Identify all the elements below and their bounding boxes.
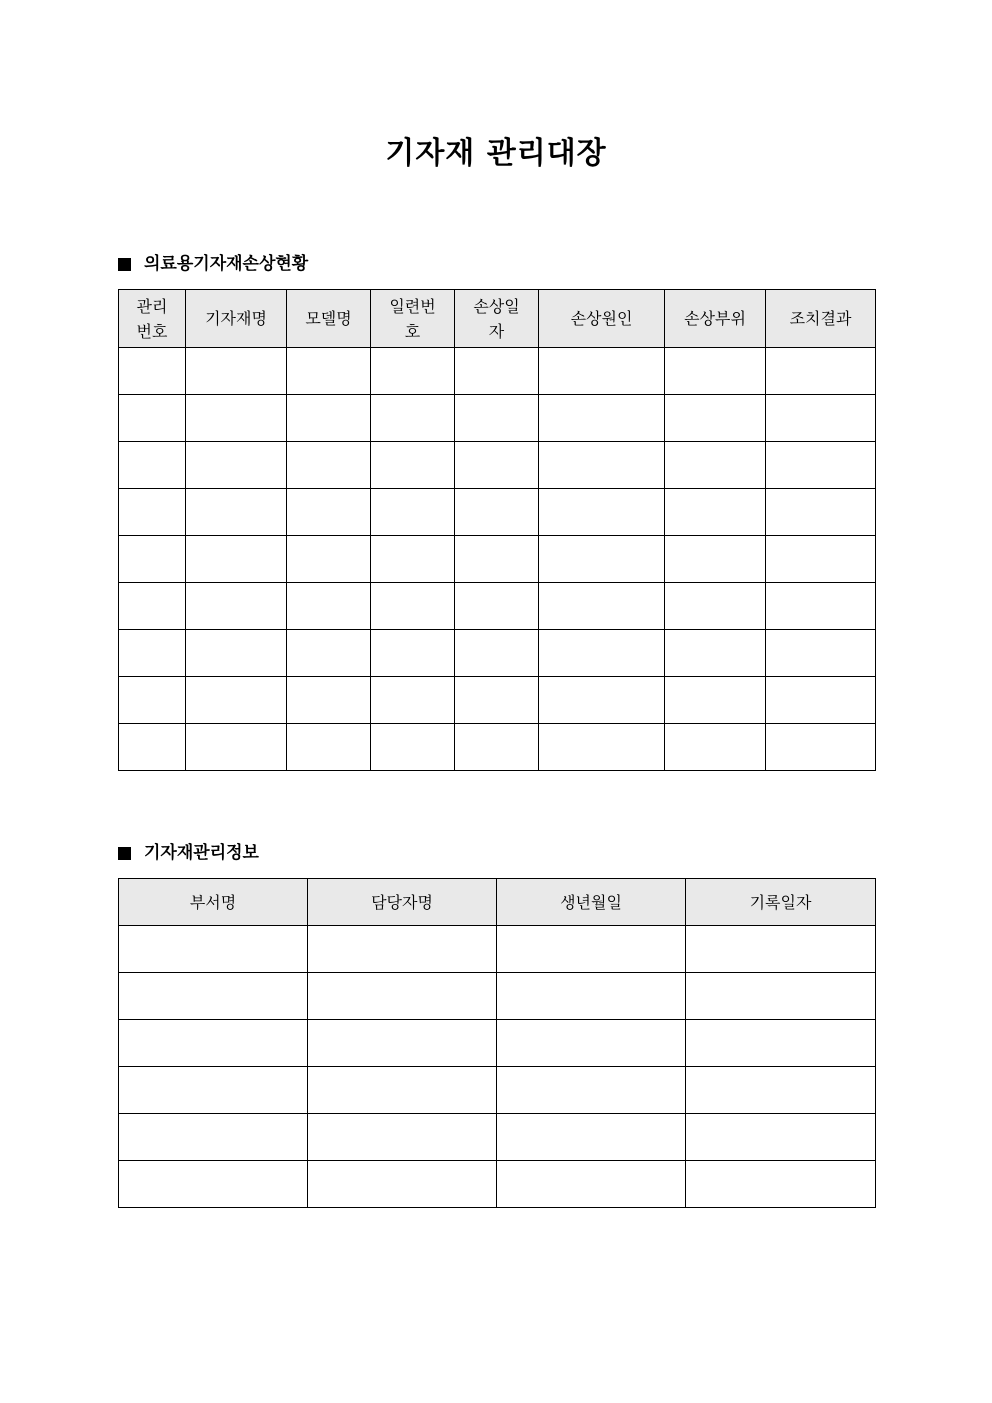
table-cell-empty[interactable] [497,1067,686,1114]
column-header-damage-part [665,290,766,348]
table-cell-empty[interactable] [119,536,186,583]
column-header-line: 관리 [136,296,168,316]
table-cell-empty[interactable] [766,442,876,489]
table-row [119,348,876,395]
table-cell-empty[interactable] [287,348,371,395]
table-cell-empty[interactable] [497,1020,686,1067]
table-cell-empty[interactable] [665,583,766,630]
column-header-record-date: 기록일자 [686,879,876,926]
table-cell-empty[interactable] [539,489,665,536]
table-header-row [119,290,876,348]
table-cell-empty[interactable] [665,442,766,489]
table-cell-empty[interactable] [119,677,186,724]
table-cell-empty[interactable] [766,489,876,536]
table-cell-empty[interactable] [455,583,539,630]
table-cell-empty[interactable] [119,1114,308,1161]
table-cell-empty[interactable] [308,973,497,1020]
column-header-line: 손상원인 [570,309,633,328]
table-row [119,630,876,677]
table-cell-empty[interactable] [539,630,665,677]
section-heading-label: 의료용기자재손상현황 [144,254,309,274]
column-header-manager-name: 담당자명 [308,879,497,926]
table-cell-empty[interactable] [686,1067,876,1114]
table-row [119,1161,876,1208]
table-cell-empty[interactable] [686,973,876,1020]
table-row [119,1114,876,1161]
table-cell-empty[interactable] [119,489,186,536]
column-header-line: 모델명 [305,309,352,328]
table-cell-empty[interactable] [665,536,766,583]
table-cell-empty[interactable] [455,536,539,583]
table-cell-empty[interactable] [287,630,371,677]
column-header-management-number [119,290,186,348]
table-cell-empty[interactable] [287,395,371,442]
column-header-damage-cause [539,290,665,348]
table-cell-empty[interactable] [455,677,539,724]
column-header-line: 자 [488,321,505,341]
table-row [119,536,876,583]
table-cell-empty[interactable] [308,1161,497,1208]
table-cell-empty[interactable] [308,1114,497,1161]
table-cell-empty[interactable] [539,583,665,630]
table-cell-empty[interactable] [686,1020,876,1067]
column-header-line: 손상부위 [684,309,746,328]
table-cell-empty[interactable] [665,724,766,771]
table-cell-empty[interactable] [539,677,665,724]
table-cell-empty[interactable] [766,583,876,630]
table-row [119,677,876,724]
column-header-line: 일련번 [389,296,436,316]
table-cell-empty[interactable] [308,1020,497,1067]
table-cell-empty[interactable] [665,489,766,536]
column-header-model-name [287,290,371,348]
table-cell-empty[interactable] [186,677,287,724]
document-title: 기자재 관리대장 [385,136,607,171]
table-row [119,724,876,771]
table-cell-empty[interactable] [497,926,686,973]
black-square-bullet-icon [118,258,131,271]
table-cell-empty[interactable] [766,536,876,583]
table-cell-empty[interactable] [539,395,665,442]
table-cell-empty[interactable] [371,442,455,489]
table-cell-empty[interactable] [119,1161,308,1208]
table-cell-empty[interactable] [371,348,455,395]
table-row [119,442,876,489]
table-cell-empty[interactable] [455,630,539,677]
table-cell-empty[interactable] [287,489,371,536]
table-cell-empty[interactable] [539,348,665,395]
table-row [119,926,876,973]
table-cell-empty[interactable] [539,724,665,771]
column-header-line: 조치결과 [789,309,852,328]
column-header-equipment-name [186,290,287,348]
table-cell-empty[interactable] [766,724,876,771]
column-header-line: 손상일 [473,296,520,316]
table-cell-empty[interactable] [186,348,287,395]
table-cell-empty[interactable] [119,973,308,1020]
table-row [119,1020,876,1067]
table-cell-empty[interactable] [186,630,287,677]
table-row [119,973,876,1020]
table-cell-empty[interactable] [455,348,539,395]
table-cell-empty[interactable] [497,973,686,1020]
table-cell-empty[interactable] [665,677,766,724]
table-cell-empty[interactable] [371,583,455,630]
table-cell-empty[interactable] [539,536,665,583]
column-header-damage-date [455,290,539,348]
table-cell-empty[interactable] [119,724,186,771]
column-header-line: 기자재명 [205,309,267,328]
table-cell-empty[interactable] [371,489,455,536]
column-header-birth-date: 생년월일 [497,879,686,926]
table-cell-empty[interactable] [186,395,287,442]
table-cell-empty[interactable] [497,1114,686,1161]
table-cell-empty[interactable] [766,677,876,724]
table-row [119,395,876,442]
table-cell-empty[interactable] [766,630,876,677]
table-cell-empty[interactable] [686,926,876,973]
table-cell-empty[interactable] [497,1161,686,1208]
table-cell-empty[interactable] [287,536,371,583]
table-cell-empty[interactable] [186,536,287,583]
section-heading-damage-status [118,252,308,276]
table-cell-empty[interactable] [186,489,287,536]
table-cell-empty[interactable] [186,724,287,771]
table-cell-empty[interactable] [287,677,371,724]
table-cell-empty[interactable] [119,1020,308,1067]
section-heading-equipment-management-info [118,841,259,865]
table-header-row [119,879,876,926]
table-cell-empty[interactable] [119,442,186,489]
table-cell-empty[interactable] [308,1067,497,1114]
table-cell-empty[interactable] [186,583,287,630]
column-header-line: 번호 [136,321,168,341]
column-header-line: 호 [404,321,421,341]
table-cell-empty[interactable] [766,395,876,442]
table-cell-empty[interactable] [371,395,455,442]
column-header-serial-number [371,290,455,348]
table-cell-empty[interactable] [455,442,539,489]
table-cell-empty[interactable] [287,724,371,771]
table-row [119,1067,876,1114]
table-cell-empty[interactable] [186,442,287,489]
table-cell-empty[interactable] [308,926,497,973]
table-cell-empty[interactable] [686,1114,876,1161]
table-cell-empty[interactable] [119,926,308,973]
table-cell-empty[interactable] [119,1067,308,1114]
table-cell-empty[interactable] [371,677,455,724]
table-row [119,583,876,630]
table-cell-empty[interactable] [766,348,876,395]
black-square-bullet-icon [118,847,131,860]
table-cell-empty[interactable] [539,442,665,489]
table-cell-empty[interactable] [665,395,766,442]
table-cell-empty[interactable] [371,536,455,583]
table-cell-empty[interactable] [665,348,766,395]
management-info-table [118,878,876,1208]
column-header-department-name: 부서명 [119,879,308,926]
table-cell-empty[interactable] [287,583,371,630]
section-heading-label: 기자재관리정보 [144,843,259,863]
table-cell-empty[interactable] [455,489,539,536]
table-cell-empty[interactable] [119,583,186,630]
table-cell-empty[interactable] [371,630,455,677]
damage-status-table [118,289,876,771]
table-cell-empty[interactable] [455,724,539,771]
column-header-action-result [766,290,876,348]
table-cell-empty[interactable] [119,348,186,395]
table-cell-empty[interactable] [287,442,371,489]
table-cell-empty[interactable] [665,630,766,677]
table-cell-empty[interactable] [119,395,186,442]
table-cell-empty[interactable] [119,630,186,677]
table-cell-empty[interactable] [455,395,539,442]
table-row [119,489,876,536]
table-cell-empty[interactable] [686,1161,876,1208]
table-cell-empty[interactable] [371,724,455,771]
